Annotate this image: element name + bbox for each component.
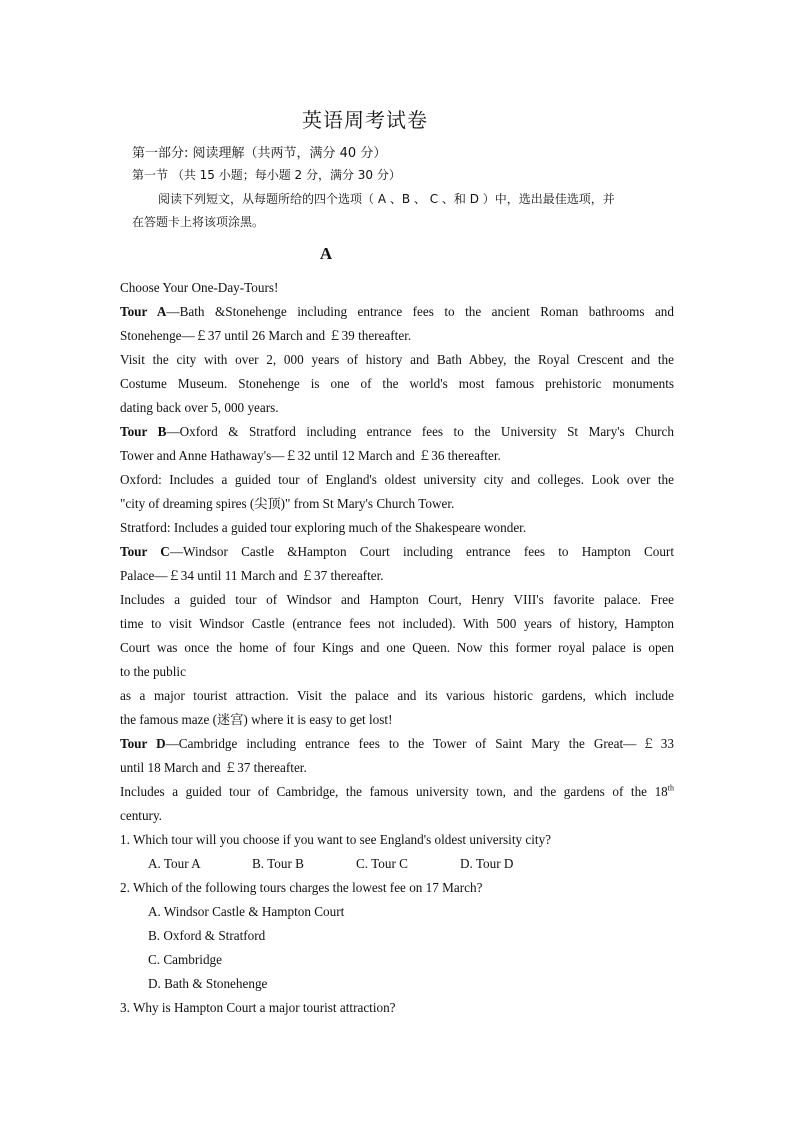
question-2-option-a[interactable]: A. Windsor Castle & Hampton Court [148, 904, 345, 919]
instruction-line-1: 阅读下列短文，从每题所给的四个选项（ A 、B 、 C 、和 D ）中，选出最佳选项，并 [158, 192, 615, 206]
tour-c-desc-3: Court was once the home of four Kings and one Queen. Now this former royal palace is open [120, 640, 674, 655]
passage-intro: Choose Your One-Day-Tours! [120, 280, 279, 295]
tour-c-desc-2: time to visit Windsor Castle (entrance fees not included). With 500 years of history, Hampton [120, 616, 674, 631]
question-1-options [120, 852, 674, 876]
superscript: th [667, 783, 674, 793]
section-heading: 第一节 （共 15 小题；每小题 2 分，满分 30 分） [132, 168, 401, 182]
instruction-line-2: 在答题卡上将该项涂黑。 [132, 215, 265, 229]
question-3-stem: 3. Why is Hampton Court a major tourist attraction? [120, 1000, 396, 1015]
tour-d-line-2: until 18 March and ￡37 thereafter. [120, 760, 307, 775]
question-1-stem: 1. Which tour will you choose if you want to see England's oldest university city? [120, 832, 552, 847]
question-2-option-d[interactable]: D. Bath & Stonehenge [148, 976, 268, 991]
tour-a-desc-3: dating back over 5, 000 years. [120, 400, 279, 415]
part-heading: 第一部分: 阅读理解（共两节，满分 40 分） [132, 146, 387, 161]
passage-label: A [319, 244, 333, 263]
tour-b-line-1: Tour B—Oxford & Stratford including entrance fees to the University St Mary's Church [120, 424, 674, 439]
question-1-option-c[interactable]: C. Tour C [356, 856, 408, 871]
tour-b-name: Tour B [120, 424, 167, 439]
tour-c-desc-1: Includes a guided tour of Windsor and Hampton Court, Henry VIII's favorite palace. Free [120, 592, 674, 607]
tour-a-name: Tour A [120, 304, 167, 319]
tour-c-line-1: Tour C—Windsor Castle &Hampton Court including entrance fees to Hampton Court [120, 544, 674, 559]
question-1-option-d[interactable]: D. Tour D [460, 856, 514, 871]
question-1-option-b[interactable]: B. Tour B [252, 856, 304, 871]
tour-d-name: Tour D [120, 736, 166, 751]
tour-b-desc-3: Stratford: Includes a guided tour exploring much of the Shakespeare wonder. [120, 520, 527, 535]
question-2-option-b[interactable]: B. Oxford & Stratford [148, 928, 266, 943]
tour-d-desc-2: century. [120, 808, 162, 823]
tour-c-name: Tour C [120, 544, 170, 559]
tour-a-line-1: Tour A—Bath &Stonehenge including entrance fees to the ancient Roman bathrooms and [120, 304, 674, 319]
tour-c-desc-5: as a major tourist attraction. Visit the palace and its various historic gardens, which include [120, 688, 674, 703]
tour-c-desc-4: to the public [120, 664, 186, 679]
tour-b-desc-2: "city of dreaming spires (尖顶)" from St Mary's Church Tower. [120, 496, 455, 511]
question-2-stem: 2. Which of the following tours charges the lowest fee on 17 March? [120, 880, 483, 895]
tour-a-line-2: Stonehenge—￡37 until 26 March and ￡39 thereafter. [120, 328, 412, 343]
tour-c-line-2: Palace—￡34 until 11 March and ￡37 thereafter. [120, 568, 384, 583]
tour-b-line-2: Tower and Anne Hathaway's—￡32 until 12 March and ￡36 thereafter. [120, 448, 501, 463]
tour-a-desc-1: Visit the city with over 2, 000 years of history and Bath Abbey, the Royal Crescent and the [120, 352, 674, 367]
tour-d-line-1: Tour D—Cambridge including entrance fees to the Tower of Saint Mary the Great—￡33 [120, 736, 674, 751]
question-2-option-c[interactable]: C. Cambridge [148, 952, 222, 967]
question-1-option-a[interactable]: A. Tour A [148, 856, 201, 871]
tour-b-desc-1: Oxford: Includes a guided tour of England's oldest university city and colleges. Look over the [120, 472, 674, 487]
page-title: 英语周考试卷 [302, 108, 428, 132]
passage-body [120, 276, 674, 1020]
tour-c-desc-6: the famous maze (迷宫) where it is easy to get lost! [120, 712, 393, 727]
tour-d-desc-1: Includes a guided tour of Cambridge, the famous university town, and the gardens of the 18th [120, 783, 674, 799]
tour-a-desc-2: Costume Museum. Stonehenge is one of the world's most famous prehistoric monuments [120, 376, 674, 391]
